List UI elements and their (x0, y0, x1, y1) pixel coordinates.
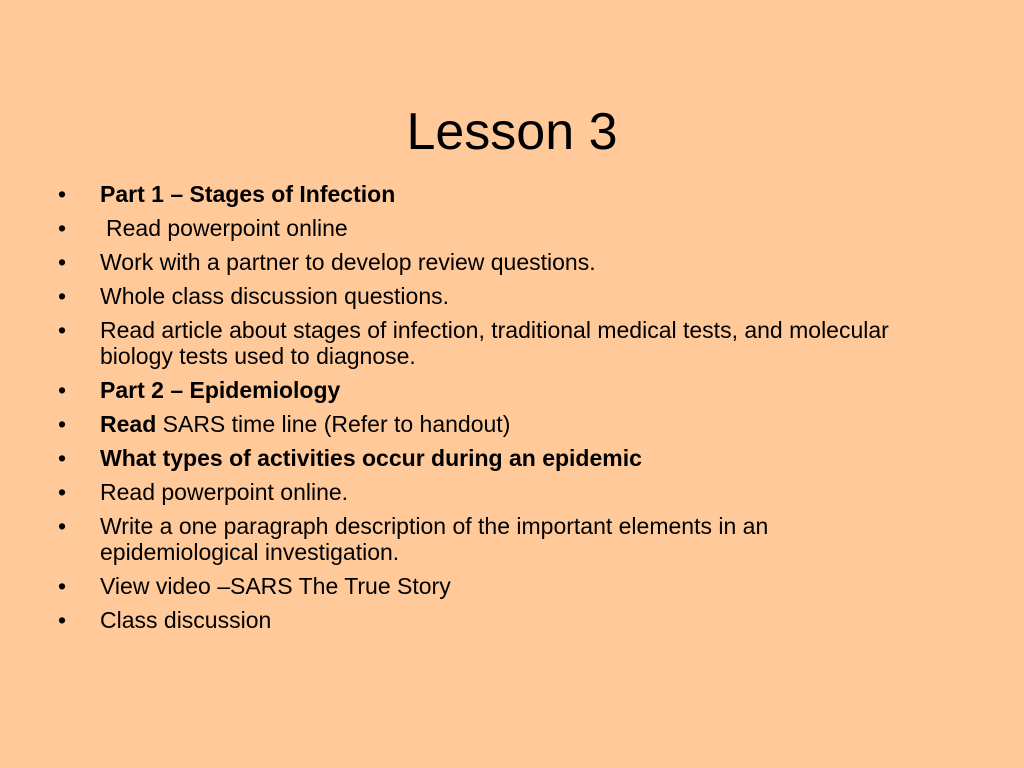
bullet-item (0, 215, 1024, 241)
bullet-icon: • (58, 377, 67, 403)
bullet-icon: • (58, 479, 67, 505)
bullet-icon: • (58, 317, 67, 343)
bullet-icon: • (58, 607, 67, 633)
bullet-item (0, 181, 1024, 207)
bullet-item (0, 607, 1024, 633)
bullet-icon: • (58, 411, 67, 437)
bullet-text: Read powerpoint online. (100, 479, 349, 505)
bullet-item (0, 317, 1024, 369)
bullet-text: Read article about stages of infection, traditional medical tests, and molecular biology tests used to diagnose. (100, 317, 889, 369)
bullet-text: Read powerpoint online (106, 215, 348, 241)
bullet-item (0, 249, 1024, 275)
bullet-icon: • (58, 215, 67, 241)
bullet-list (0, 181, 1024, 641)
bullet-text: SARS time line (Refer to handout) (162, 411, 511, 437)
bullet-text: View video –SARS The True Story (100, 573, 451, 599)
bullet-bold-text: Part 1 – Stages of Infection (100, 181, 396, 207)
bullet-item (0, 445, 1024, 471)
bullet-icon: • (58, 573, 67, 599)
bullet-text: Write a one paragraph description of the important elements in an epidemiological investigation. (100, 513, 769, 565)
bullet-icon: • (58, 181, 67, 207)
bullet-item (0, 377, 1024, 403)
bullet-item (0, 479, 1024, 505)
bullet-icon: • (58, 445, 67, 471)
bullet-bold-text: Part 2 – Epidemiology (100, 377, 341, 403)
bullet-item (0, 283, 1024, 309)
bullet-icon: • (58, 249, 67, 275)
bullet-text: Work with a partner to develop review questions. (100, 249, 596, 275)
bullet-icon: • (58, 283, 67, 309)
bullet-text: Class discussion (100, 607, 272, 633)
bullet-bold-text: What types of activities occur during an epidemic (100, 445, 642, 471)
bullet-item (0, 573, 1024, 599)
bullet-icon: • (58, 513, 67, 539)
bullet-item (0, 411, 1024, 437)
bullet-item (0, 513, 1024, 565)
bullet-bold-text: Read (100, 411, 157, 437)
slide-title: Lesson 3 (406, 102, 618, 161)
bullet-text: Whole class discussion questions. (100, 283, 449, 309)
